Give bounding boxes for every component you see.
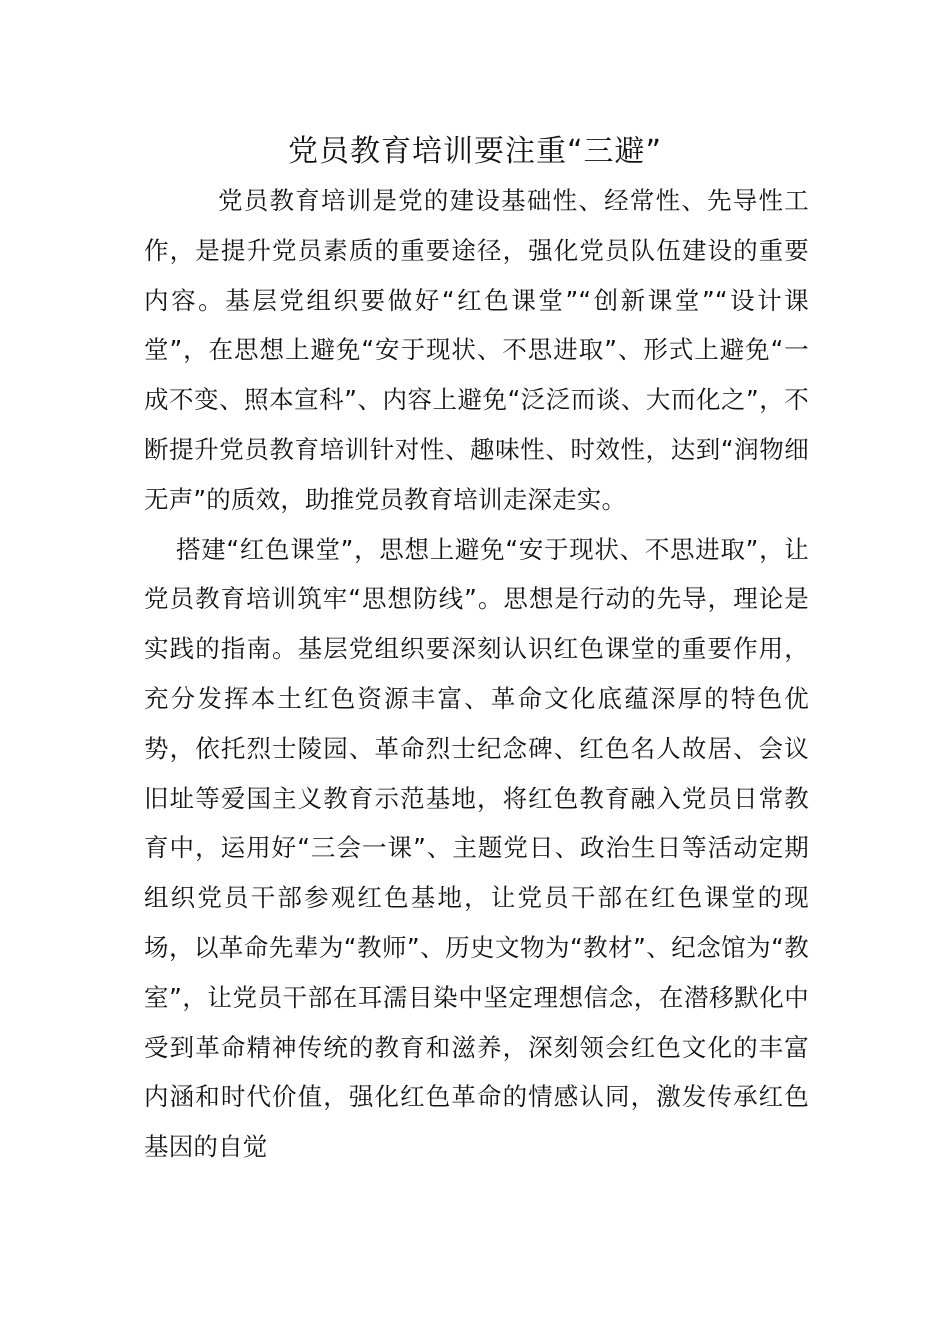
document-title: 党员教育培训要注重“三避”: [287, 134, 663, 169]
paragraph-intro: 党员教育培训是党的建设基础性、经常性、先导性工作，是提升党员素质的重要途径，强化党员队伍建设的重要内容。基层党组织要做好“红色课堂”“创新课堂”“设计课堂”，在思想上避免“安于现状、不思进取”、形式上避免“一成不变、照本宣科”、内容上避免“泛泛而谈、大而化之”，不断提升党员教育培训针对性、趣味性、时效性，达到“润物细无声”的质效，助推党员教育培训走深走实。: [144, 186, 809, 514]
paragraph-red-classroom: 搭建“红色课堂”，思想上避免“安于现状、不思进取”，让党员教育培训筑牢“思想防线”。思想是行动的先导，理论是实践的指南。基层党组织要深刻认识红色课堂的重要作用，充分发挥本土红色资源丰富、革命文化底蕴深厚的特色优势，依托烈士陵园、革命烈士纪念碑、红色名人故居、会议旧址等爱国主义教育示范基地，将红色教育融入党员日常教育中，运用好“三会一课”、主题党日、政治生日等活动定期组织党员干部参观红色基地，让党员干部在红色课堂的现场，以革命先辈为“教师”、历史文物为“教材”、纪念馆为“教室”，让党员干部在耳濡目染中坚定理想信念，在潜移默化中受到革命精神传统的教育和滋养，深刻领会红色文化的丰富内涵和时代价值，强化红色革命的情感认同，激发传承红色基因的自觉: [144, 534, 809, 1162]
document-body: [144, 176, 809, 1172]
